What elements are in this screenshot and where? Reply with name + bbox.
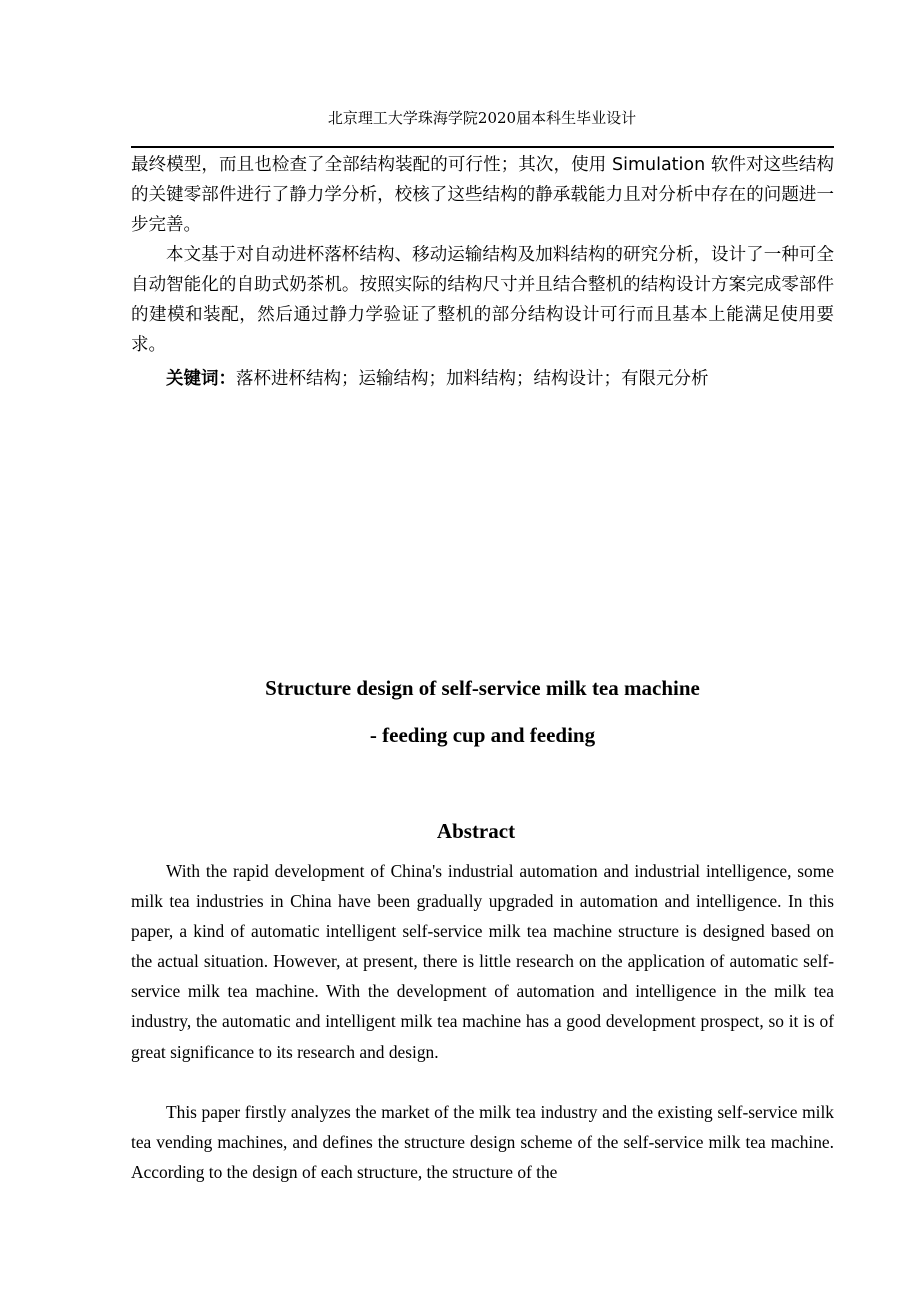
- english-abstract-paragraph-1: [131, 856, 834, 1067]
- english-abstract-paragraph-2: [131, 1097, 834, 1187]
- english-paragraph-2-text: This paper firstly analyzes the market of the milk tea industry and the existing self-service milk tea vending machines, and defines the structure design scheme of the self-service milk tea machine. According to the design of each structure, the structure of the: [131, 1102, 834, 1183]
- english-title-line-2: - feeding cup and feeding: [369, 723, 596, 747]
- chinese-paragraph-1-text: 最终模型，而且也检查了全部结构装配的可行性；其次，使用 Simulation 软件对这些结构的关键零部件进行了静力学分析，校核了这些结构的静承载能力且对分析中存在的问题进一步完善。: [131, 155, 834, 235]
- chinese-abstract-paragraph-2: [131, 240, 834, 360]
- keywords-label: 关键词：: [166, 369, 236, 389]
- page-header: 北京理工大学珠海学院2020届本科生毕业设计: [327, 109, 637, 127]
- chinese-paragraph-2-text: 本文基于对自动进杯落杯结构、移动运输结构及加料结构的研究分析，设计了一种可全自动智能化的自助式奶茶机。按照实际的结构尺寸并且结合整机的结构设计方案完成零部件的建模和装配，然后通过静力学验证了整机的部分结构设计可行而且基本上能满足使用要求。: [131, 245, 834, 355]
- chinese-abstract-paragraph-1: [131, 150, 834, 240]
- header-rule: [131, 146, 834, 148]
- english-title-line-1: Structure design of self-service milk tea machine: [265, 676, 700, 700]
- abstract-heading: Abstract: [436, 819, 516, 843]
- chinese-keywords: [166, 364, 709, 394]
- keywords-text: 落杯进杯结构；运输结构；加料结构；结构设计；有限元分析: [236, 369, 709, 389]
- english-paragraph-1-text: With the rapid development of China's industrial automation and industrial intelligence, some milk tea industries in China have been gradually upgraded in automation and intelligence. In this paper, a kind of automatic intelligent self-service milk tea machine structure is designed based on the actual situation. However, at present, there is little research on the application of automatic self-service milk tea machine. With the development of automation and intelligence in the milk tea industry, the automatic and intelligent milk tea machine has a good development prospect, so it is of great significance to its research and design.: [131, 861, 834, 1062]
